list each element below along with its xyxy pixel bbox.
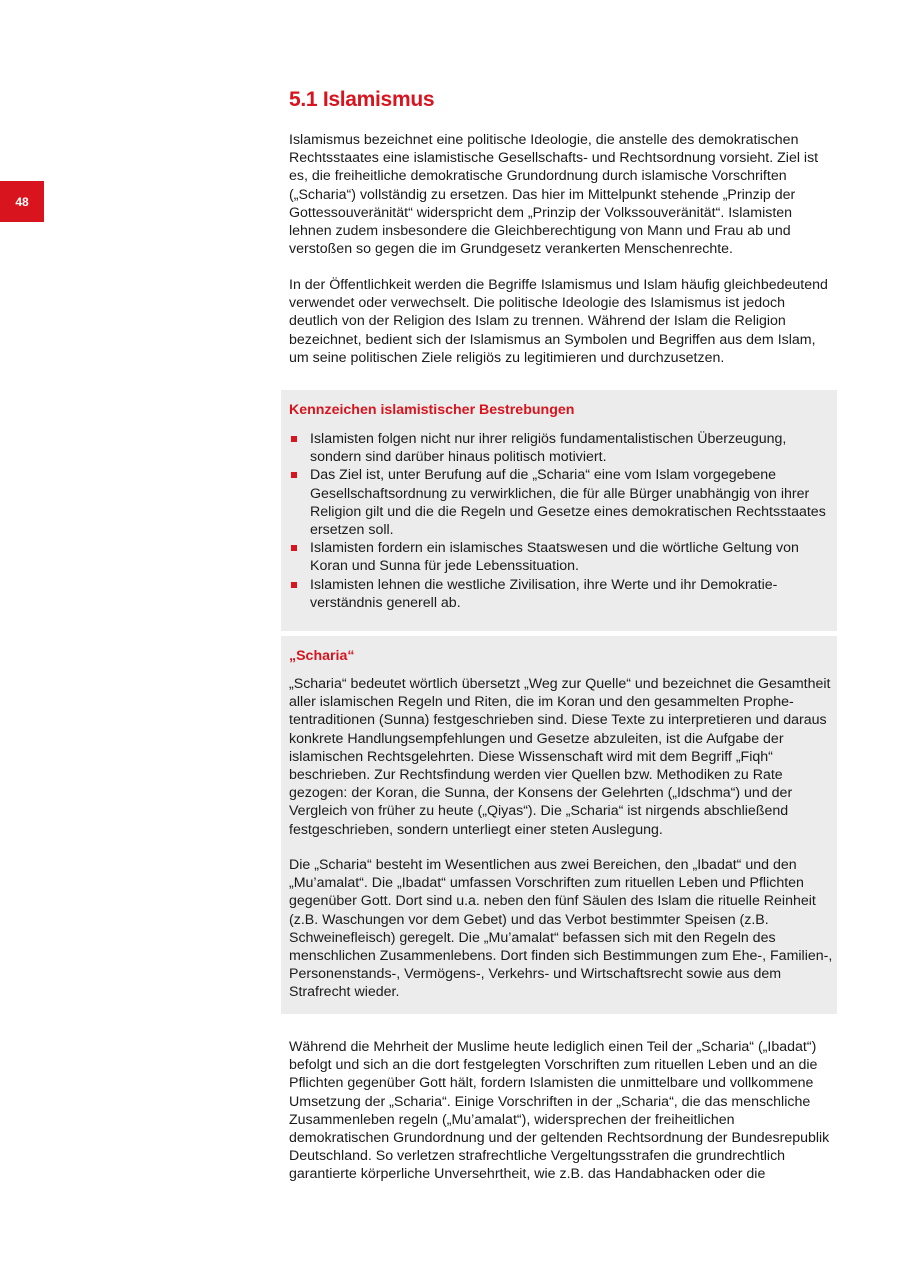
intro-paragraph-1: Islamismus bezeichnet eine politische Ideologie, die anstelle des demokratischen Rechtsstaates eine islamistische Gesellschafts- und Rechtsordnung vorsieht. Ziel ist es, die freiheitliche demokratische Grundordnung durch islamische Vorschriften („Scharia“) vollständig zu ersetzen. Das hier im Mittelpunkt stehende „Prinzip der Gottessouveränität“ widerspricht dem „Prinzip der Volkssouveränität“. Islamisten lehnen zudem insbesondere die Gleichberechtigung von Mann und Frau ab und verstoßen so gegen die im Grundgesetz verankerten Menschenrechte.: [289, 132, 819, 258]
bullet-square-icon: [291, 545, 297, 551]
list-item: [289, 539, 834, 575]
list-item-text: Islamisten folgen nicht nur ihrer religiös fundamentalistischen Überzeugung, sondern sind darüber hinaus politisch motiviert.: [310, 431, 787, 466]
kennzeichen-list: [289, 430, 834, 612]
bullet-square-icon: [291, 472, 297, 478]
list-item: [289, 466, 834, 539]
section-title: 5.1 Islamismus: [289, 88, 435, 111]
list-item: [289, 430, 834, 466]
page-number: 48: [15, 194, 29, 209]
scharia-paragraph-1: „Scharia“ bedeutet wörtlich übersetzt „Weg zur Quelle“ und bezeichnet die Gesamtheit aller islamischen Regeln und Riten, die im Koran und den gesammelten Prophetentraditionen (Sunna) festgeschrieben sind. Diese Texte zu interpretieren und daraus konkrete Handlungsempfehlungen und Gesetze abzuleiten, ist die Aufgabe der islamischen Rechtsgelehrten. Diese Wissenschaft wird mit dem Begriff „Fiqh“ beschrieben. Zur Rechtsfindung werden vier Quellen bzw. Methodiken zu Rate gezogen: der Koran, die Sunna, der Konsens der Gelehrten („Idschma“) und der Vergleich von früher zu heute („Qiyas“). Die „Scharia“ ist nirgends abschließend festgeschrieben, sondern unterliegt einer steten Auslegung.: [289, 676, 831, 838]
kennzeichen-box: [281, 390, 837, 631]
list-item: [289, 576, 834, 612]
bullet-square-icon: [291, 436, 297, 442]
bullet-square-icon: [291, 582, 297, 588]
page-number-tab: [0, 181, 44, 222]
list-item-text: Islamisten lehnen die westliche Zivilisation, ihre Werte und ihr Demokratieverständnis generell ab.: [310, 576, 778, 611]
list-item-text: Islamisten fordern ein islamisches Staatswesen und die wörtliche Geltung von Koran und Sunna für jede Lebenssituation.: [310, 540, 799, 575]
list-item-text: Das Ziel ist, unter Berufung auf die „Scharia“ eine vom Islam vorgegebene Gesellschaftsordnung zu verwirklichen, die für alle Bürger unabhängig von ihrer Religion gilt und die die Regeln und Gesetze eines demokratischen Rechtsstaates ersetzen soll.: [310, 467, 826, 539]
intro-paragraph-2: In der Öffentlichkeit werden die Begriffe Islamismus und Islam häufig gleichbedeutend verwendet oder verwechselt. Die politische Ideologie des Islamismus ist jedoch deutlich von der Religion des Islam zu trennen. Während der Islam die Religion bezeichnet, bedient sich der Islamismus an Symbolen und Begriffen aus dem Islam, um seine politischen Ziele religiös zu legitimieren und durchzusetzen.: [289, 277, 828, 366]
scharia-paragraph-2: Die „Scharia“ besteht im Wesentlichen aus zwei Bereichen, den „Ibadat“ und den „Mu’amalat“. Die „Ibadat“ umfassen Vorschriften zum rituellen Leben und Pflichten gegenüber Gott. Dort sind u.a. neben den fünf Säulen des Islam die rituelle Reinheit (z.B. Waschungen vor dem Gebet) und das Verbot bestimmter Speisen (z.B. Schweinefleisch) geregelt. Die „Mu’amalat“ befassen sich mit den Regeln des menschlichen Zusammenlebens. Dort finden sich Bestimmungen zum Ehe-, Familien-, Personenstands-, Vermögens-, Verkehrs- und Wirtschaftsrecht sowie aus dem Strafrecht wieder.: [289, 857, 833, 1001]
scharia-box: [281, 636, 837, 1014]
kennzeichen-heading: Kennzeichen islamistischer Bestrebungen: [289, 402, 575, 418]
scharia-heading: „Scharia“: [289, 648, 355, 664]
closing-paragraph: Während die Mehrheit der Muslime heute lediglich einen Teil der „Scharia“ („Ibadat“) befolgt und sich an die dort festgelegten Vorschriften zum rituellen Leben und an die Pflichten gegenüber Gott hält, fordern Islamisten die unmittelbare und vollkommene Umsetzung der „Scharia“. Einige Vorschriften in der „Scharia“, die das menschliche Zusammenleben regeln („Mu’amalat“), widersprechen der freiheitlichen demokratischen Grundordnung und der geltenden Rechtsordnung der Bundesrepublik Deutschland. So verletzen strafrechtliche Vergeltungsstrafen die grundrechtlich garantierte körperliche Unversehrtheit, wie z.B. das Handabhacken oder die: [289, 1039, 830, 1183]
